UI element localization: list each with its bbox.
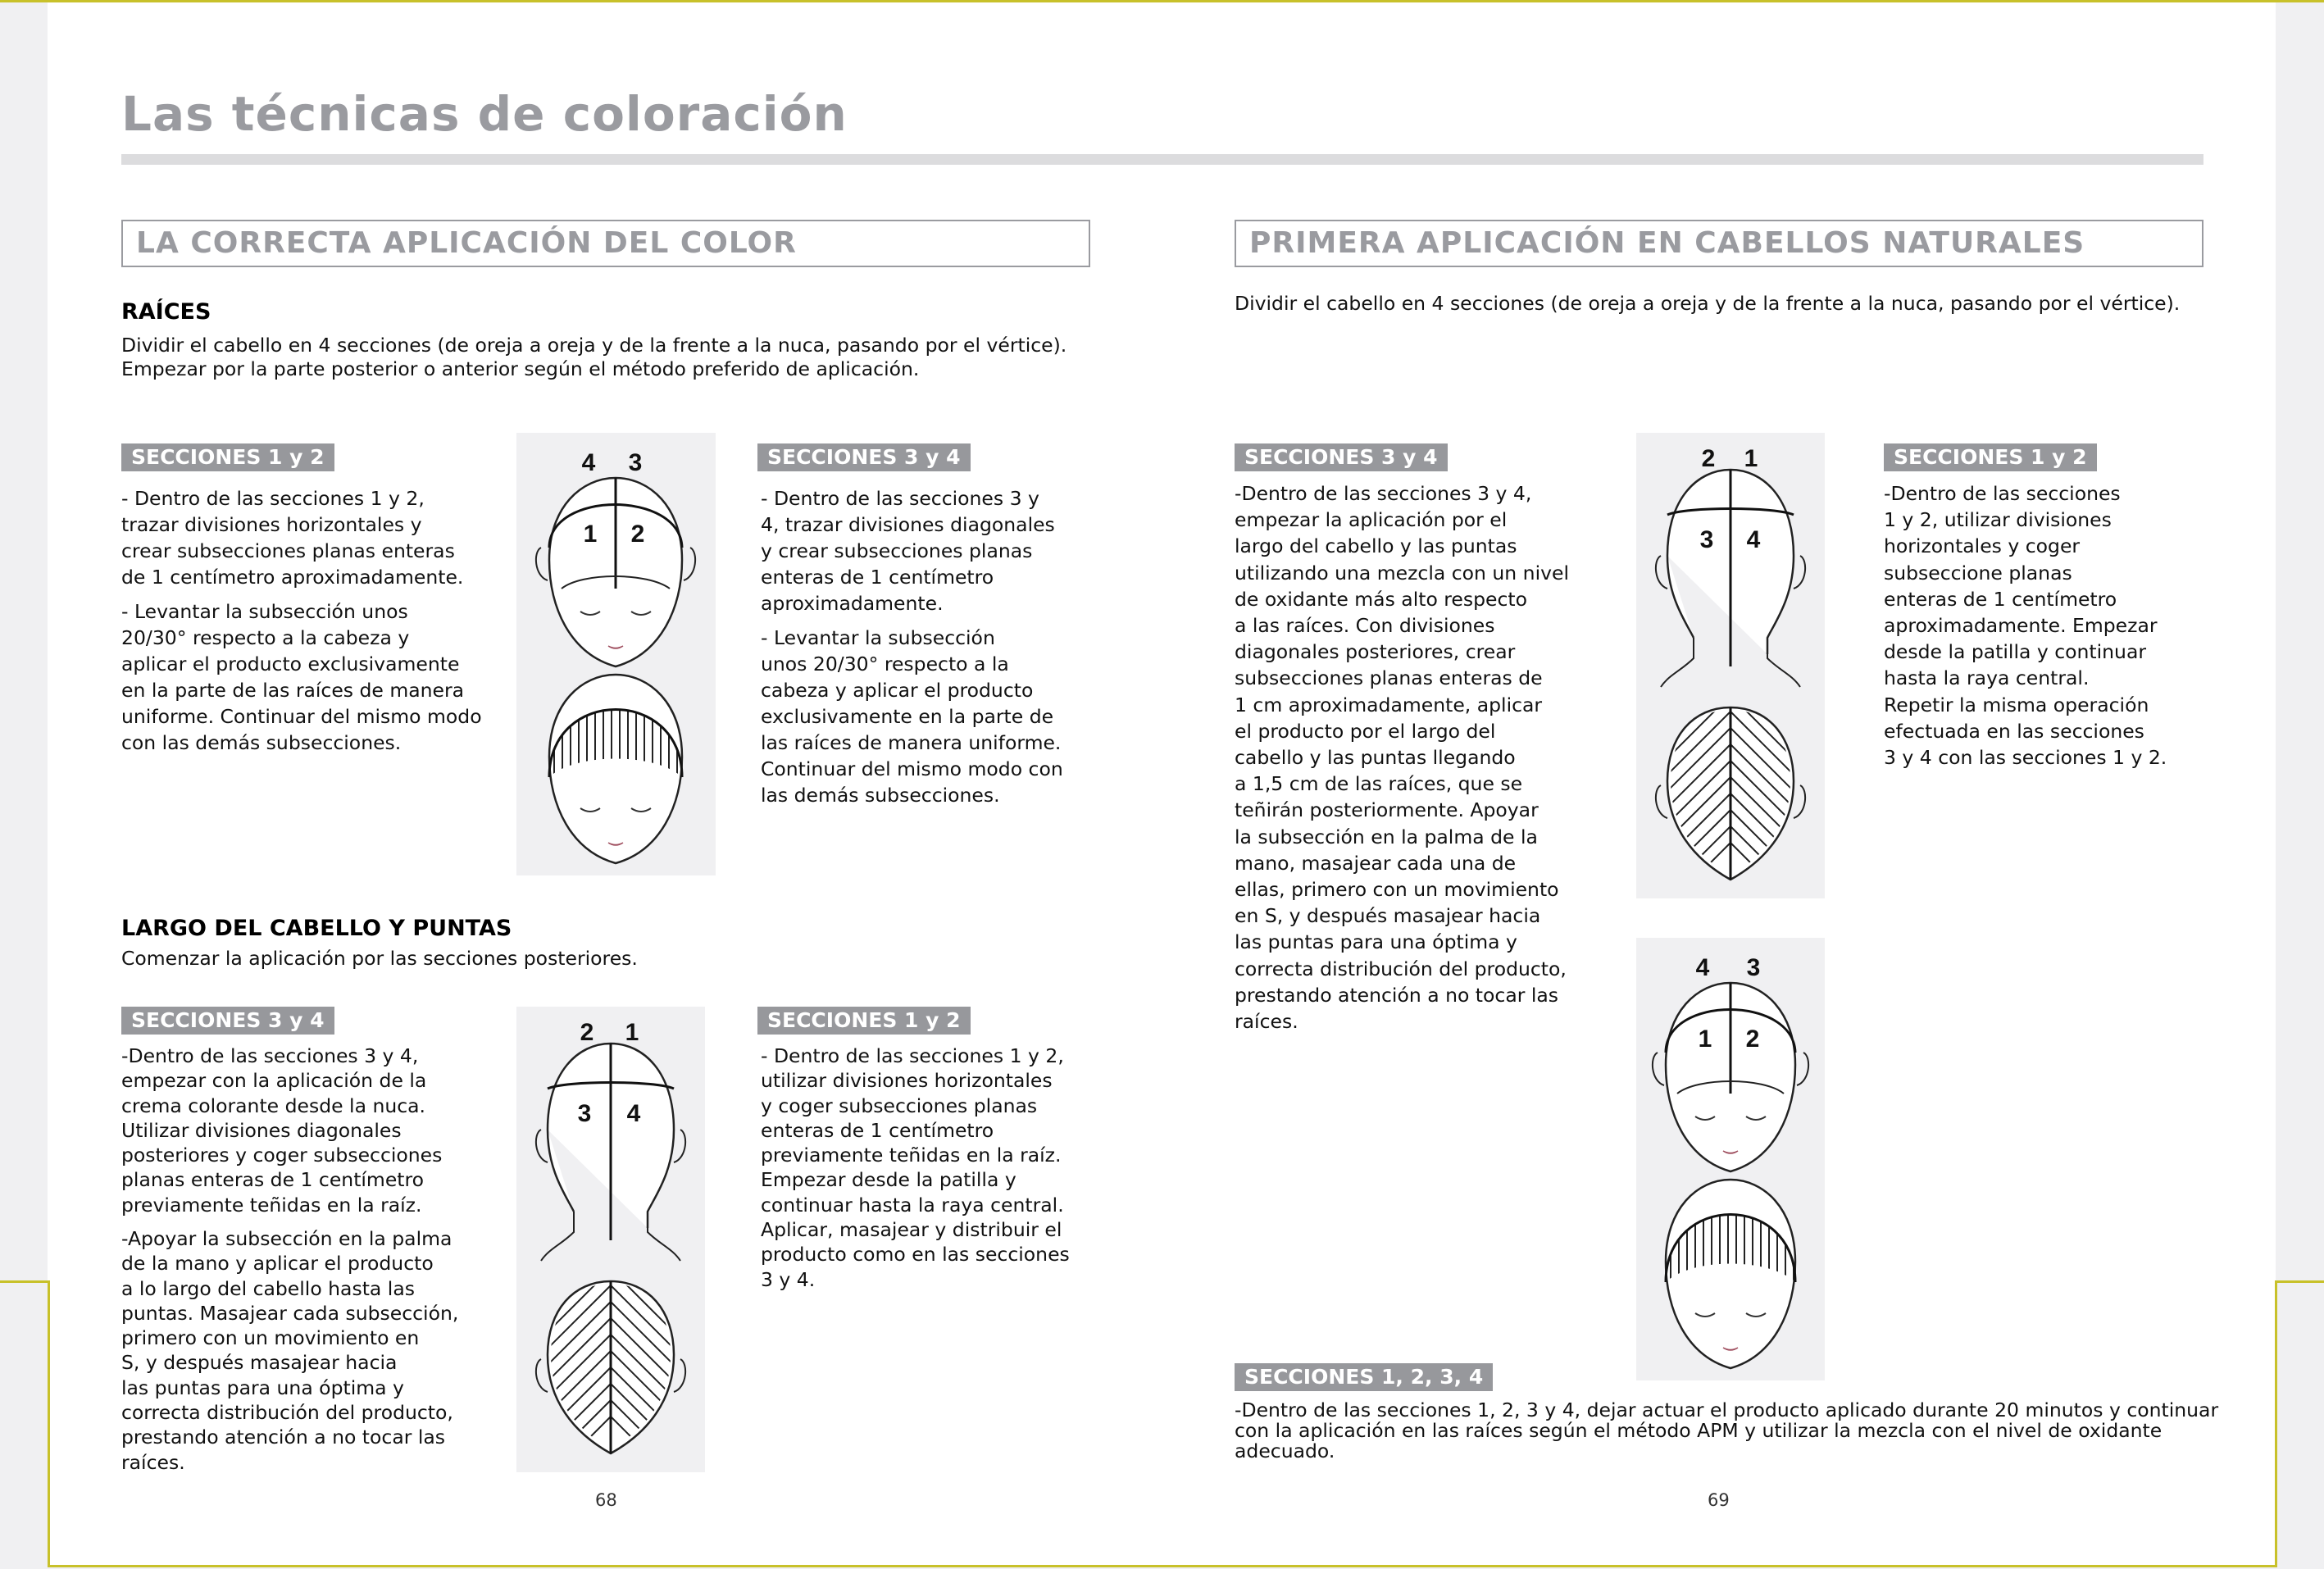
sec-a-p1: - Dentro de las secciones 1 y 2, trazar divisiones horizontales y crear subsecciones planas enteras de 1 centímetro aproximadamente. [121, 487, 464, 589]
label-3: 3 [628, 449, 643, 476]
right-sec-a-p1: -Dentro de las secciones 3 y 4, empezar la aplicación por el largo del cabello y las puntas utilizando una mezcla con un nivel de oxidante más alto respecto a las raíces. Con divisiones diagonales posteriores, crear subsecciones planas enteras de 1 cm aproximadamente, aplicar el producto por el largo del cabello y las puntas llegando a 1,5 cm de las raíces, que se teñirán posteriormente. Apoyar la subsección en la palma de la mano, masajear cada una de ellas, primero con un movimiento en S, y después masajear hacia las puntas para una óptima y correcta distribución del producto, prestando atención a no tocar las raíces. [1235, 482, 1569, 1034]
head-back-diagram [516, 1007, 705, 1472]
label-4: 4 [581, 449, 596, 476]
diagram-panel-front-2 [1636, 938, 1825, 1380]
title-rule [121, 154, 2203, 165]
right-sec-a-tag: SECCIONES 3 y 4 [1235, 443, 1448, 471]
page-number-left: 68 [595, 1490, 617, 1510]
length-intro: Comenzar la aplicación por las secciones posteriores. [121, 947, 638, 970]
sec-b-p1: - Dentro de las secciones 3 y 4, trazar divisiones diagonales y crear subsecciones planas enteras de 1 centímetro aproximadamente. [761, 487, 1055, 615]
right-intro: Dividir el cabello en 4 secciones (de oreja a oreja y de la frente a la nuca, pasando por el vértice). [1235, 292, 2181, 315]
roots-heading: RAÍCES [121, 299, 211, 325]
roots-intro: Dividir el cabello en 4 secciones (de oreja a oreja y de la frente a la nuca, pasando por el vértice). Empezar por la parte posterior o anterior según el método preferido de aplicación. [121, 334, 1067, 380]
label-2: 2 [630, 521, 645, 548]
right-sec-b-tag: SECCIONES 1 y 2 [1884, 443, 2097, 471]
right-sec-c-tag: SECCIONES 1, 2, 3, 4 [1235, 1363, 1493, 1391]
right-sec-b-p1: -Dentro de las secciones 1 y 2, utilizar divisiones horizontales y coger subseccione planas enteras de 1 centímetro aproximadamente. Empezar desde la patilla y continuar hasta la raya central. Repetir la misma operación efectuada en las secciones 3 y 4 con las secciones 1 y 2. [1884, 482, 2167, 770]
bottom-border [48, 1565, 2277, 1567]
sec-b-tag: SECCIONES 3 y 4 [757, 443, 971, 471]
sec-c-p1: -Dentro de las secciones 3 y 4, empezar con la aplicación de la crema colorante desde la nuca. Utilizar divisiones diagonales posteriores y coger subsecciones planas enteras de 1 centímetro previamente teñidas en la raíz. [121, 1044, 443, 1217]
right-corner-vline [2275, 1280, 2277, 1567]
left-corner-line [0, 1280, 48, 1283]
page-number-right: 69 [1708, 1490, 1730, 1510]
label-2: 2 [1745, 1026, 1760, 1053]
sec-d-tag: SECCIONES 1 y 2 [757, 1007, 971, 1035]
sec-c-tag: SECCIONES 3 y 4 [121, 1007, 334, 1035]
diagram-panel-back-2 [1636, 433, 1825, 898]
label-3: 3 [1699, 526, 1714, 553]
right-section-title: PRIMERA APLICACIÓN EN CABELLOS NATURALES [1235, 220, 2203, 267]
head-front-diagram-2 [1636, 938, 1825, 1380]
label-1: 1 [625, 1019, 639, 1046]
label-3: 3 [577, 1100, 592, 1127]
diagram-panel-front-1 [516, 433, 716, 875]
head-front-diagram [516, 433, 716, 875]
diagram-panel-back-1 [516, 1007, 705, 1472]
label-4: 4 [1695, 954, 1710, 981]
sec-d-p1: - Dentro de las secciones 1 y 2, utilizar divisiones horizontales y coger subsecciones planas enteras de 1 centímetro previamente teñidas en la raíz. Empezar desde la patilla y continuar hasta la raya central. Aplicar, masajear y distribuir el producto como en las secciones 3 y 4. [761, 1044, 1070, 1291]
head-back-diagram-2 [1636, 433, 1825, 898]
sec-c-p2: -Apoyar la subsección en la palma de la mano y aplicar el producto a lo largo del cabello hasta las puntas. Masajear cada subsección, primero con un movimiento en S, y después masajear hacia las puntas para una óptima y correcta distribución del producto, prestando atención a no tocar las raíces. [121, 1227, 459, 1474]
label-2: 2 [580, 1019, 594, 1046]
sec-a-tag: SECCIONES 1 y 2 [121, 443, 334, 471]
length-heading: LARGO DEL CABELLO Y PUNTAS [121, 916, 512, 941]
right-corner-line [2276, 1280, 2324, 1283]
sec-b-p2: - Levantar la subsección unos 20/30° respecto a la cabeza y aplicar el producto exclusivamente en la parte de las raíces de manera uniforme. Continuar del mismo modo con las demás subsecciones. [761, 626, 1063, 807]
label-3: 3 [1746, 954, 1761, 981]
left-section-title: LA CORRECTA APLICACIÓN DEL COLOR [121, 220, 1090, 267]
label-1: 1 [1744, 445, 1758, 472]
label-2: 2 [1701, 445, 1716, 472]
label-1: 1 [583, 521, 598, 548]
top-border [0, 0, 2324, 2]
label-4: 4 [626, 1100, 641, 1127]
sec-a-p2: - Levantar la subsección unos 20/30° respecto a la cabeza y aplicar el producto exclusivamente en la parte de las raíces de manera uniforme. Continuar del mismo modo con las demás subsecciones. [121, 600, 482, 754]
page-title: Las técnicas de coloración [121, 86, 848, 142]
label-1: 1 [1698, 1026, 1712, 1053]
left-corner-vline [48, 1280, 50, 1567]
label-4: 4 [1746, 526, 1761, 553]
right-sec-c-p1: -Dentro de las secciones 1, 2, 3 y 4, dejar actuar el producto aplicado durante 20 minutos y continuar con la aplicación en las raíces según el método APM y utilizar la mezcla con el nivel de oxidante adecuado. [1235, 1398, 2219, 1462]
